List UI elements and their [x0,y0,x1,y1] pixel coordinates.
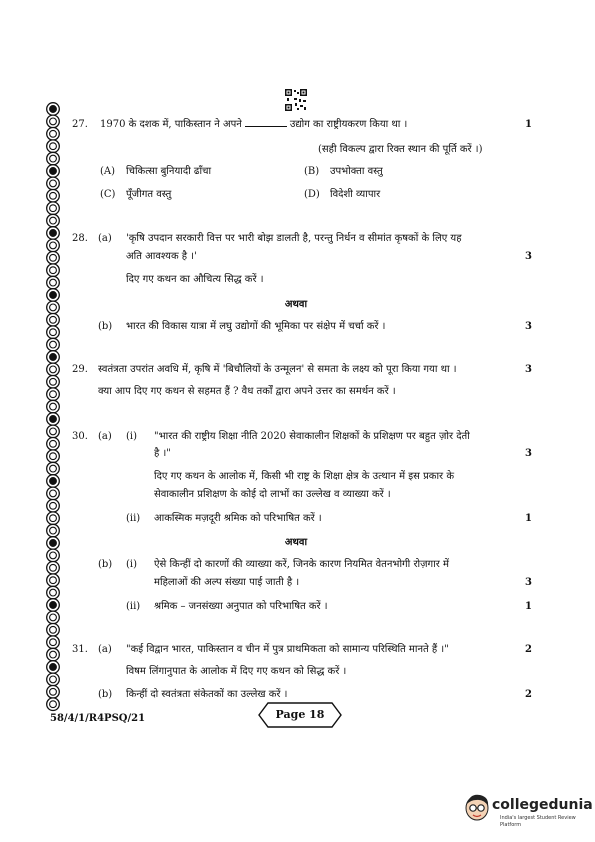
question-text-line: महिलाओं की अल्प संख्या पाई जाती है । [154,577,300,588]
binding-ring [47,140,60,153]
question-instruction: दिए गए कथन का औचित्य सिद्ध करें । [126,274,264,285]
binding-ring [47,190,60,203]
question-text-after: उद्योग का राष्ट्रीयकरण किया था । [289,119,408,130]
subpart-label: (i) [126,559,138,570]
question-text [100,118,520,132]
question-number: 31. [72,644,88,655]
binding-ring [47,648,60,661]
option-a-label: (A) [100,166,116,177]
binding-ring [47,537,60,550]
instruction: (सही विकल्प द्वारा रिक्त स्थान की पूर्ति करें ।) [318,144,483,155]
binding-ring [47,611,60,624]
question-number: 30. [72,431,88,442]
binding-ring [47,351,60,364]
binding-ring [47,214,60,227]
binding-ring [47,586,60,599]
binding-ring [47,152,60,165]
qr-code [284,88,308,112]
binding-ring [47,698,60,711]
question-text-line: दिए गए कथन के आलोक में, किसी भी राष्ट्र के शिक्षा क्षेत्र के उत्थान में इस प्रकार के [154,471,454,482]
binding-ring [47,574,60,587]
question-text-line: क्या आप दिए गए कथन से सहमत हैं ? वैध तर्कों द्वारा अपने उत्तर का समर्थन करें । [98,386,396,397]
binding-ring [47,624,60,637]
binding-ring [47,252,60,265]
option-d-label: (D) [304,189,320,200]
binding-ring [47,686,60,699]
marks: 2 [525,689,532,700]
binding-ring [47,128,60,141]
question-text-line: विषम लिंगानुपात के आलोक में दिए गए कथन को सिद्ध करें । [126,666,347,677]
fill-blank [245,118,287,127]
binding-ring [47,549,60,562]
question-text-line: आकस्मिक मज़दूरी श्रमिक को परिभाषित करें । [154,513,322,524]
question-number: 29. [72,364,88,375]
option-b-text: उपभोक्ता वस्तु [330,166,383,177]
binding-ring [47,165,60,178]
binding-ring [47,487,60,500]
question-number: 27. [72,119,88,130]
binding-ring [47,438,60,451]
question-text-line: सेवाकालीन प्रशिक्षण के कोई दो लाभों का उल्लेख व व्याख्या करें । [154,489,391,500]
or-divider: अथवा [284,299,308,310]
marks: 3 [525,321,532,332]
question-text-line: किन्हीं दो स्वतंत्रता संकेतकों का उल्लेख करें । [126,689,288,700]
binding-ring [47,289,60,302]
question-text-line: अति आवश्यक है ।' [126,251,197,262]
part-label: (b) [98,689,113,700]
marks: 3 [525,251,532,262]
binding-ring [47,636,60,649]
binding-ring [47,115,60,128]
option-c-label: (C) [100,189,116,200]
binding-ring [47,301,60,314]
marks: 3 [525,364,532,375]
subpart-label: (i) [126,431,138,442]
binding-ring [47,475,60,488]
binding-ring [47,599,60,612]
marks: 3 [525,577,532,588]
part-label: (a) [98,644,112,655]
logo-mascot-icon [462,790,492,824]
question-text-line: श्रमिक – जनसंख्या अनुपात को परिभाषित करें । [154,601,328,612]
question-text-line: भारत की विकास यात्रा में लघु उद्योगों की भूमिका पर संक्षेप में चर्चा करें । [126,321,386,332]
binding-ring [47,314,60,327]
binding-ring [47,661,60,674]
question-number: 28. [72,233,88,244]
binding-ring [47,264,60,277]
question-text-line: "कई विद्वान भारत, पाकिस्तान व चीन में पुत्र प्राथमिकता को सामान्य परिस्थिति मानते हैं ।" [126,644,449,655]
binding-ring [47,338,60,351]
binding-ring [47,363,60,376]
marks: 1 [525,513,532,524]
or-divider: अथवा [284,537,308,548]
binding-ring [47,177,60,190]
subpart-label: (ii) [126,601,141,612]
binding-ring [47,388,60,401]
option-c-text: पूँजीगत वस्तु [126,189,172,200]
binding-ring [47,326,60,339]
binding-ring [47,673,60,686]
page-number: Page 18 [275,708,325,721]
part-label: (b) [98,559,113,570]
marks: 1 [525,601,532,612]
binding-ring [47,512,60,525]
binding-ring [47,239,60,252]
binding-ring [47,500,60,513]
binding-rings [44,100,62,722]
binding-ring [47,400,60,413]
part-label: (a) [98,233,112,244]
question-text-line: ऐसे किन्हीं दो कारणों की व्याख्या करें, जिनके कारण नियमित वेतनभोगी रोज़गार में [154,559,450,570]
binding-ring [47,413,60,426]
binding-ring [47,227,60,240]
binding-ring [47,425,60,438]
marks: 1 [525,119,532,130]
part-label: (a) [98,431,112,442]
marks: 3 [525,448,532,459]
paper-code: 58/4/1/R4PSQ/21 [50,713,146,724]
binding-ring [47,450,60,463]
binding-ring [47,524,60,537]
logo-tagline: India's largest Student Review Platform [500,815,576,828]
logo-wordmark: collegedunia [492,797,593,813]
part-label: (b) [98,321,113,332]
binding-ring [47,276,60,289]
question-text-line: स्वतंत्रता उपरांत अवधि में, कृषि में 'बिचौलियों के उन्मूलन' से समता के लक्ष्य को पूरा किया गया था । [98,364,457,375]
question-text-line: है ।" [154,448,171,459]
binding-ring [47,202,60,215]
subpart-label: (ii) [126,513,141,524]
binding-ring [47,562,60,575]
marks: 2 [525,644,532,655]
binding-ring [47,376,60,389]
question-text-before: 1970 के दशक में, पाकिस्तान ने अपने [100,119,242,130]
question-text-line: "भारत की राष्ट्रीय शिक्षा नीति 2020 सेवाकालीन शिक्षकों के प्रशिक्षण पर बहुत ज़ोर देती [154,431,470,442]
binding-ring [47,462,60,475]
option-a-text: चिकित्सा बुनियादी ढाँचा [126,166,212,177]
option-b-label: (B) [304,166,320,177]
option-d-text: विदेशी व्यापार [330,189,381,200]
binding-ring [47,103,60,116]
question-text-line: 'कृषि उपदान सरकारी वित्त पर भारी बोझ डालती है, परन्तु निर्धन व सीमांत कृषकों के लिए यह [126,233,462,244]
